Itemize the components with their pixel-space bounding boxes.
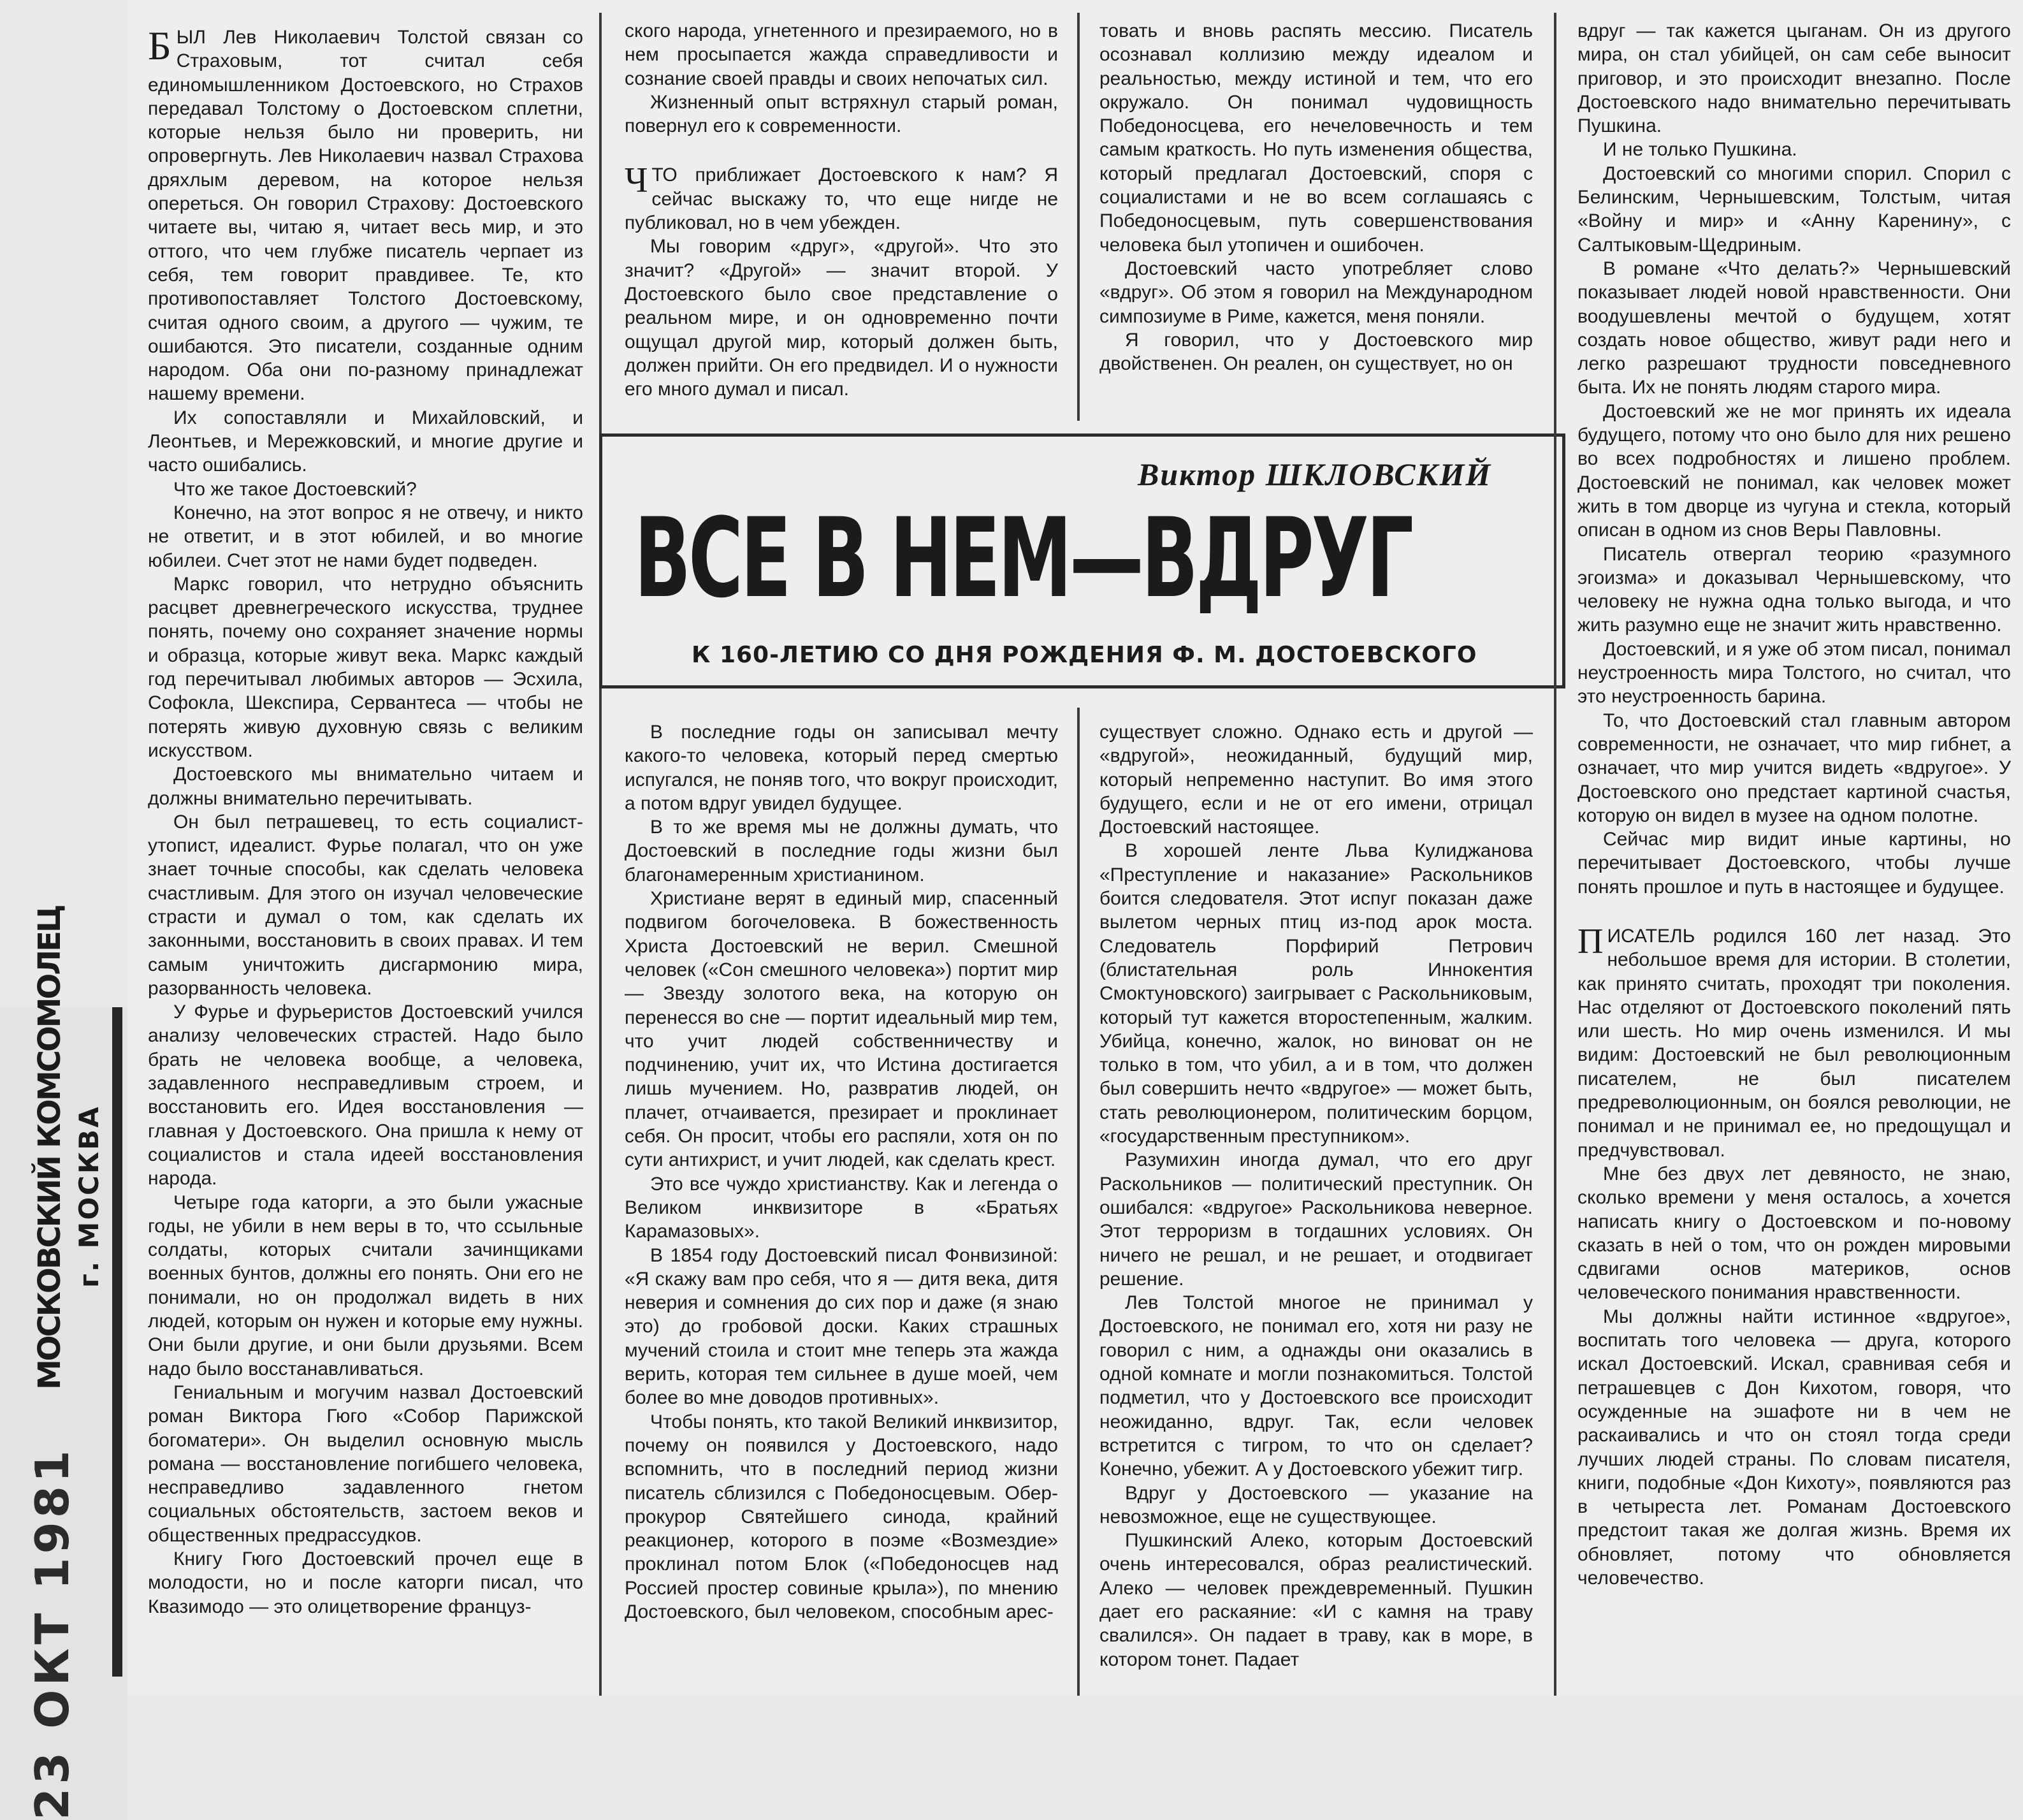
- paragraph: Жизненный опыт встряхнул старый роман, повернул его к современности.: [625, 91, 1058, 137]
- paragraph: В последние годы он записывал мечту какого-то человека, который перед смертью испугался, не поняв того, что вокруг происходит, а потом вдруг увидел будущее.: [625, 722, 1058, 814]
- paragraph: У Фурье и фурьеристов Достоевский учился анализу человеческих страстей. Надо было брать не человека вообще, а человека, задавленного несправедливым строем, и восстановить его. Идея восстановления — главная у Достоевского. Она пришла к нему от социалистов и стала идеей восстановления народа.: [148, 1001, 583, 1190]
- paragraph: Разумихин иногда думал, что его друг Раскольников — политический преступник. Он ошибался: «вдругое» Раскольникова неверное. Этот терроризм в тогдашних условиях. Он ничего не решал, и не решает, и отодвигает решение.: [1099, 1149, 1533, 1290]
- paragraph: вдруг — так кажется цыганам. Он из другого мира, он стал убийцей, он сам себе выносит приговор, и это происходит внезапно. После Достоевского надо внимательно перечитывать Пушкина.: [1577, 20, 2011, 137]
- paragraph: ского народа, угнетенного и презираемого, но в нем просыпается жажда справедливости и сознание своей правды и своих непочатых сил.: [625, 20, 1058, 89]
- column-3-top: [1099, 19, 1533, 427]
- paragraph: Достоевский же не мог принять их идеала будущего, потому что оно было для них решено во всех подробностях и лишено проблем. Достоевский не понимал, как человек может жить в том дворце из чугуна и стекла, который описан в одном из снов Веры Павловны.: [1577, 400, 2011, 541]
- paragraph: Писатель отвергал теорию «разумного эгоизма» и доказывал Чернышевскому, что человеку не нужна одна только выгода, и что жить разумно еще не значит жить нравственно.: [1577, 543, 2011, 636]
- newspaper-masthead: МОСКОВСКИЙ КОМСОМОЛЕЦ: [32, 906, 68, 1390]
- paragraph: Это все чуждо христианству. Как и легенда о Великом инквизиторе в «Братьях Карамазовых».: [625, 1173, 1058, 1242]
- paragraph: Мы должны найти истинное «вдругое», воспитать того человека — друга, которого искал Достоевский. Искал, сравнивая себя и петрашевцев с Дон Кихотом, говоря, что осужденные на эшафоте ни в чем не раскаивались и что он стоял тогда среди лучших людей страны. По словам писателя, книги, подобные «Дон Кихоту», появляются раз в четыреста лет. Романам Достоевского предстоит такая же долгая жизнь. Время их обновляет, потому что обновляется человечество.: [1577, 1306, 2011, 1589]
- paragraph: Достоевский со многими спорил. Спорил с Белинским, Чернышевским, Толстым, читая «Войну и мир» и «Анну Каренину», с Салтыковым-Щедриным.: [1577, 163, 2011, 256]
- paragraph: Мы говорим «друг», «другой». Что это значит? «Другой» — значит второй. У Достоевского было свое представление о реальном мире, и он одновременно почти ощущал другой мир, который должен быть, должен прийти. Он его предвидел. И о нужности его много думал и писал.: [625, 236, 1058, 400]
- paragraph: Гениальным и могучим назвал Достоевский роман Виктора Гюго «Собор Парижской богоматери». Он выделил основную мысль романа — восстановление погибшего человека, несправедливо задавленного гнетом социальных обстоятельств, застоем веков и общественных предрассудков.: [148, 1381, 583, 1546]
- paragraph: Чтобы понять, кто такой Великий инквизитор, почему он появился у Достоевского, надо вспомнить, что в последний период жизни писатель сблизился с Победоносцевым. Обер-прокурор Святейшего синода, крайний реакционер, которого в поэме «Возмездие» проклинал потом Блок («Победоносцев над Россией простер совиные крыла»), по мнению Достоевского, был человеком, способным арес-: [625, 1411, 1058, 1622]
- article-subheadline: К 160-ЛЕТИЮ СО ДНЯ РОЖДЕНИЯ Ф. М. ДОСТОЕВСКОГО: [692, 642, 1477, 668]
- paragraph: Достоевский часто употребляет слово «вдруг». Об этом я говорил на Международном симпозиуме в Риме, кажется, меня поняли.: [1099, 258, 1533, 327]
- paragraph: Христиане верят в единый мир, спасенный подвигом богочеловека. В божественность Христа Достоевский не верил. Смешной человек («Сон смешного человека») портит мир — Звезду золотого века, на которую он перенесся во сне — портит идеальный мир тем, что учит людей собственничеству и подчинению, учит их, что Истина достигается лишь мучением. Но, развратив людей, он плачет, отчаивается, презирает и проклинает себя. Он просит, чтобы его распяли, хотя он по сути антихрист, и учит людей, как сделать крест.: [625, 888, 1058, 1171]
- paragraph: Лев Толстой многое не принимал у Достоевского, не понимал его, хотя ни разу не говорил с ним, а однажды они оказались в одной комнате и могли познакомиться. Толстой подметил, что у Достоевского все происходит неожиданно, вдруг. Так, если человек встретится с тигром, то что он сделает? Конечно, убежит. А у Достоевского убежит тигр.: [1099, 1292, 1533, 1480]
- paragraph: Достоевский, и я уже об этом писал, понимал неустроенность мира Толстого, но считал, что это неустроенность барина.: [1577, 638, 2011, 708]
- column-2-top: [625, 19, 1058, 427]
- drop-cap: Б: [148, 25, 171, 68]
- paragraph: И не только Пушкина.: [1603, 139, 1797, 161]
- paragraph: Вдруг у Достоевского — указание на невозможное, еще не существующее.: [1099, 1482, 1533, 1527]
- masthead-rule: [112, 1007, 122, 1677]
- column-2-bottom: [625, 720, 1058, 1696]
- date-stamp: 23 ОКТ 1981: [25, 1446, 79, 1820]
- column-rule: [599, 13, 602, 1696]
- column-rule: [1077, 708, 1080, 1696]
- paragraph: товать и вновь распять мессию. Писатель осознавал коллизию между идеалом и реальностью, между истиной и тем, что его окружало. Он понимал чудовищность Победоносцева, его нечеловечность и тем самым краткость. Но путь изменения общества, который предлагал Достоевский, споря с социалистами и не во всем соглашаясь с Победоносцевым, путь совершенствования человека был утопичен и ошибочен.: [1099, 20, 1533, 256]
- paragraph: Конечно, на этот вопрос я не отвечу, и никто не ответит, и в этот юбилей, и во многие юбилеи. Счет этот не нами будет подведен.: [148, 502, 583, 571]
- paragraph: В хорошей ленте Льва Кулиджанова «Преступление и наказание» Раскольников боится следователя. Этот испуг показан даже вылетом черных птиц из-под арок моста. Следователь Порфирий Петрович (блистательная роль Иннокентия Смоктуновского) заигрывает с Раскольниковым, который тут кажется второстепенным, жалким. Убийца, конечно, жалок, но виноват он не только в том, что убил, а и в том, что должен был совершить нечто «вдругое» — может быть, стать революционером, политическим борцом, «государственным преступником».: [1099, 840, 1533, 1147]
- paragraph: Четыре года каторги, а это были ужасные годы, не убили в нем веры в то, что ссыльные солдаты, которых считали зачинщиками военных бунтов, должны его понять. Они его не понимали, но он продолжал видеть в них людей, которым он нужен и которые ему нужны. Они были другие, и они были друзьями. Всем надо было восстанавливаться.: [148, 1191, 583, 1380]
- paragraph: существует сложно. Однако есть и другой — «вдругой», неожиданный, будущий мир, который непременно наступит. Во имя этого будущего, если и не от его имени, отрицал Достоевский настоящее.: [1099, 722, 1533, 838]
- article-headline: ВСЕ В НЕМ—ВДРУГ: [634, 494, 1412, 622]
- paragraph: В то же время мы не должны думать, что Достоевский в последние годы жизни был благонамеренным христианином.: [625, 817, 1058, 885]
- newspaper-city: г. МОСКВА: [73, 1105, 105, 1288]
- byline: Виктор ШКЛОВСКИЙ: [1138, 456, 1492, 492]
- paragraph: Их сопоставляли и Михайловский, и Леонтьев, и Мережковский, и многие другие и часто ошибались.: [148, 407, 583, 476]
- column-3-bottom: [1099, 720, 1533, 1696]
- paragraph: Книгу Гюго Достоевский прочел еще в молодости, но и после каторги писал, что Квазимодо — это олицетворение француз-: [148, 1548, 583, 1617]
- paragraph: ПИСАТЕЛЬ родился 160 лет назад. Это небольшое время для истории. В столетии, как принято считать, проходят три поколения. Нас отделяют от Достоевского поколений пять или шесть. Но мир очень изменился. И мы видим: Достоевский не был революционным писателем, не был писателем предреволюционным, он боялся революции, не понимал и не принимал ее, но предощущал и предчувствовал.: [1577, 921, 2011, 1161]
- paragraph: БЫЛ Лев Николаевич Толстой связан со Страховым, тот считал себя единомышленником Достоевского, но Страхов передавал Толстому о Достоевском сплетни, которые нельзя было ни проверить, ни опровергнуть. Лев Николаевич назвал Страхова дряхлым деревом, на которое нельзя опереться. Он говорил Страхову: Достоевского читаете вы, читаю я, читает весь мир, и это оттого, что чем глубже писатель черпает из себя, тем говорит правдивее. Те, кто противопоставляет Толстого Достоевскому, считая одного своим, а другого — чужим, те ошибаются. Это писатели, созданные одним народом. Оба они по-разному принадлежат нашему времени.: [148, 25, 583, 405]
- headline-box: [599, 433, 1565, 688]
- column-rule: [1554, 13, 1556, 1696]
- paragraph: То, что Достоевский стал главным автором современности, не означает, что мир гибнет, а означает, что мир учится видеть «вдругое». У Достоевского оно предстает картиной счастья, которую он видел в музее на одном полотне.: [1577, 710, 2011, 826]
- paragraph: ЧТО приближает Достоевского к нам? Я сейчас выскажу то, что еще нигде не публиковал, но в чем убежден.: [625, 161, 1058, 234]
- paragraph: В 1854 году Достоевский писал Фонвизиной: «Я скажу вам про себя, что я — дитя века, дитя неверия и сомнения до сих пор и даже (я знаю это) до гробовой доски. Каких страшных мучений стоила и стоит мне теперь эта жажда верить, которая тем сильнее в душе моей, чем более во мне доводов противных».: [625, 1244, 1058, 1409]
- drop-cap: П: [1577, 921, 1604, 961]
- column-4: [1577, 19, 2011, 1696]
- drop-cap: Ч: [625, 161, 648, 201]
- paragraph: Что же такое Достоевский?: [173, 478, 417, 500]
- paragraph: Достоевского мы внимательно читаем и должны внимательно перечитывать.: [148, 764, 583, 809]
- paragraph: Я говорил, что у Достоевского мир двойственен. Он реален, он существует, но он: [1099, 329, 1533, 375]
- paragraph: Сейчас мир видит иные картины, но перечитывает Достоевского, чтобы лучше понять прошлое и путь в настоящее и будущее.: [1577, 829, 2011, 898]
- column-1: [148, 25, 583, 1696]
- paragraph: Маркс говорил, что нетрудно объяснить расцвет древнегреческого искусства, труднее понять, почему оно сохраняет значение нормы и образца, которые живут века. Маркс каждый год перечитывал любимых авторов — Эсхила, Софокла, Шекспира, Сервантеса — чтобы не потерять живую духовную связь с великим искусством.: [148, 573, 583, 761]
- paragraph: Он был петрашевец, то есть социалист-утопист, идеалист. Фурье полагал, что он уже знает точные способы, как сделать человека счастливым. Для этого он изучал человеческие страсти и думал о том, как сделать их законными, восстановить в своих правах. И тем самым уничтожить дисгармонию мира, разорванность человека.: [148, 811, 583, 999]
- paragraph: Пушкинский Алеко, которым Достоевский очень интересовался, образ реалистический. Алеко — человек преждевременный. Пушкин дает его раскаяние: «И с камня на траву свалился». Он падает в траву, как в море, в котором тонет. Падает: [1099, 1530, 1533, 1670]
- paragraph: В романе «Что делать?» Чернышевский показывает людей новой нравственности. Они воодушевлены мечтой о будущем, хотят создать новое общество, живут ради него и легко разрешают трудности повседневного быта. Их не понять людям старого мира.: [1577, 258, 2011, 398]
- column-rule: [1077, 13, 1080, 421]
- paragraph: Мне без двух лет девяносто, не знаю, сколько времени у меня осталось, а хочется написать книгу о Достоевском и по-новому сказать в ней о том, что он рожден мировыми сдвигами основ материков, основ человеческого понимания нравственности.: [1577, 1163, 2011, 1304]
